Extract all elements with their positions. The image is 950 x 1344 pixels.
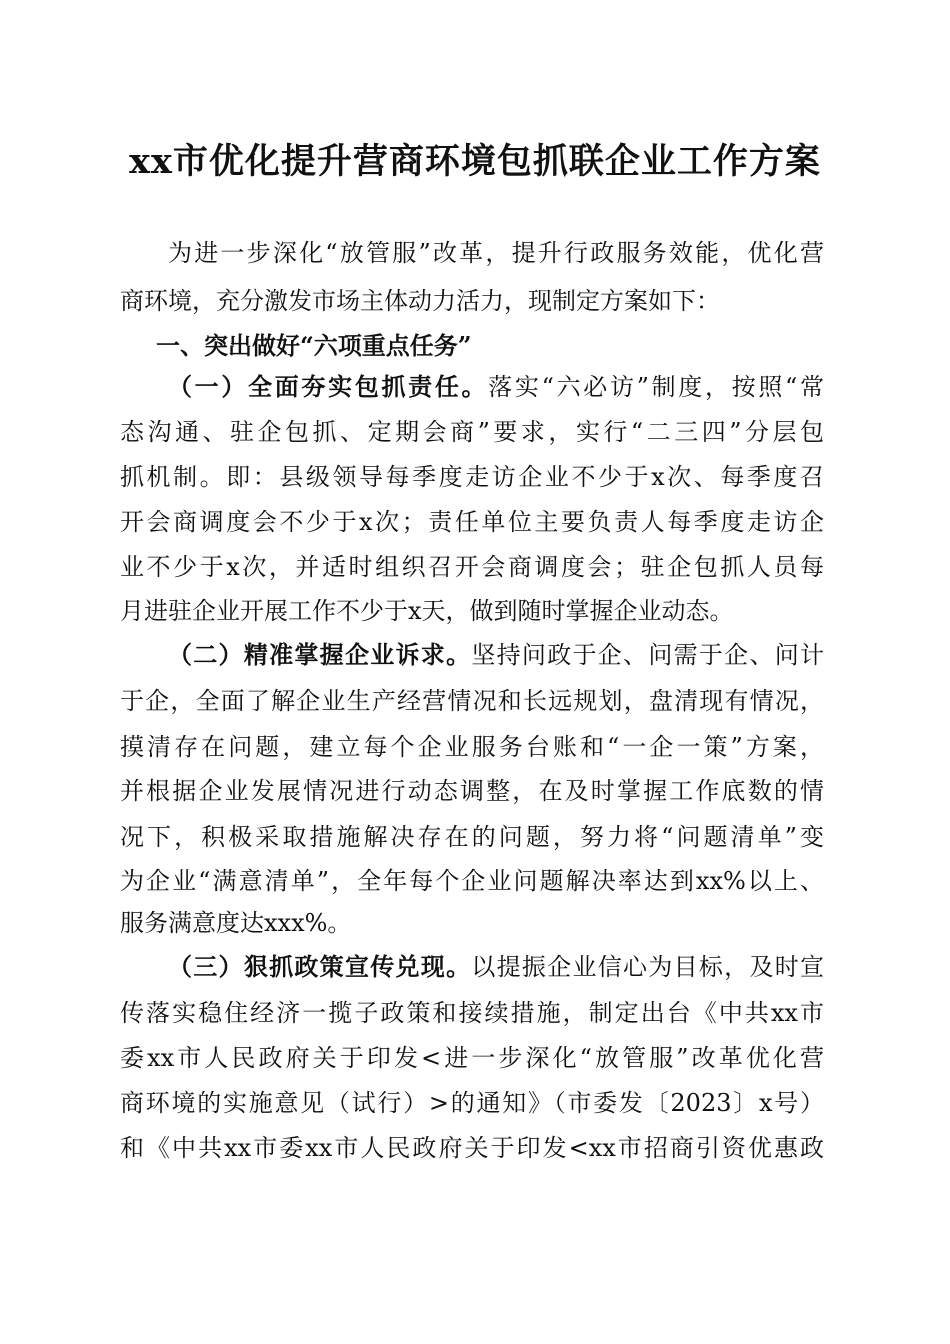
item2-line: 服务满意度达xxx%。: [120, 909, 352, 937]
item3-line: 商环境的实施意见（试行）>的通知》（市委发〔2023〕x号）: [120, 1089, 824, 1117]
item2-label: （二）精准掌握企业诉求。: [168, 640, 472, 669]
intro-line: 为进一步深化“放管服”改革，提升行政服务效能，优化营: [168, 239, 824, 267]
document-title: xx市优化提升营商环境包抓联企业工作方案: [129, 141, 821, 182]
item1-text: 落实“六必访”制度，按照“常: [488, 373, 824, 401]
item1-line: 开会商调度会不少于x次；责任单位主要负责人每季度走访企: [120, 508, 824, 536]
item2-line: 于企，全面了解企业生产经营情况和长远规划，盘清现有情况，: [120, 687, 824, 715]
item2-line: 为企业“满意清单”，全年每个企业问题解决率达到xx%以上、: [120, 867, 824, 895]
item3-line: 和《中共xx市委xx市人民政府关于印发<xx市招商引资优惠政: [120, 1134, 824, 1162]
item2-first-line: [168, 638, 824, 672]
item3-text: 以提振企业信心为目标，及时宣: [471, 953, 824, 981]
item1-line: 月进驻企业开展工作不少于x天，做到随时掌握企业动态。: [120, 597, 734, 625]
item2-text: 坚持问政于企、问需于企、问计: [471, 641, 824, 669]
item2-line: 并根据企业发展情况进行动态调整，在及时掌握工作底数的情: [120, 777, 824, 805]
item3-label: （三）狠抓政策宣传兑现。: [168, 952, 472, 981]
item1-first-line: [168, 370, 824, 404]
item1-label: （一）全面夯实包抓责任。: [168, 372, 489, 401]
item2-line: 摸清存在问题，建立每个企业服务台账和“一企一策”方案，: [120, 733, 824, 761]
item3-first-line: [168, 950, 824, 984]
section-heading: 一、突出做好“六项重点任务”: [156, 331, 472, 360]
item1-line: 业不少于x次，并适时组织召开会商调度会；驻企包抓人员每: [120, 553, 824, 581]
item1-line: 抓机制。即：县级领导每季度走访企业不少于x次、每季度召: [120, 463, 824, 491]
item2-line: 况下，积极采取措施解决存在的问题，努力将“问题清单”变: [120, 823, 824, 851]
item1-line: 态沟通、驻企包抓、定期会商”要求，实行“二三四”分层包: [120, 418, 824, 446]
item3-line: 传落实稳住经济一揽子政策和接续措施，制定出台《中共xx市: [120, 999, 824, 1027]
item3-line: 委xx市人民政府关于印发<进一步深化“放管服”改革优化营: [120, 1044, 824, 1072]
intro-line: 商环境，充分激发市场主体动力活力，现制定方案如下：: [120, 287, 720, 315]
